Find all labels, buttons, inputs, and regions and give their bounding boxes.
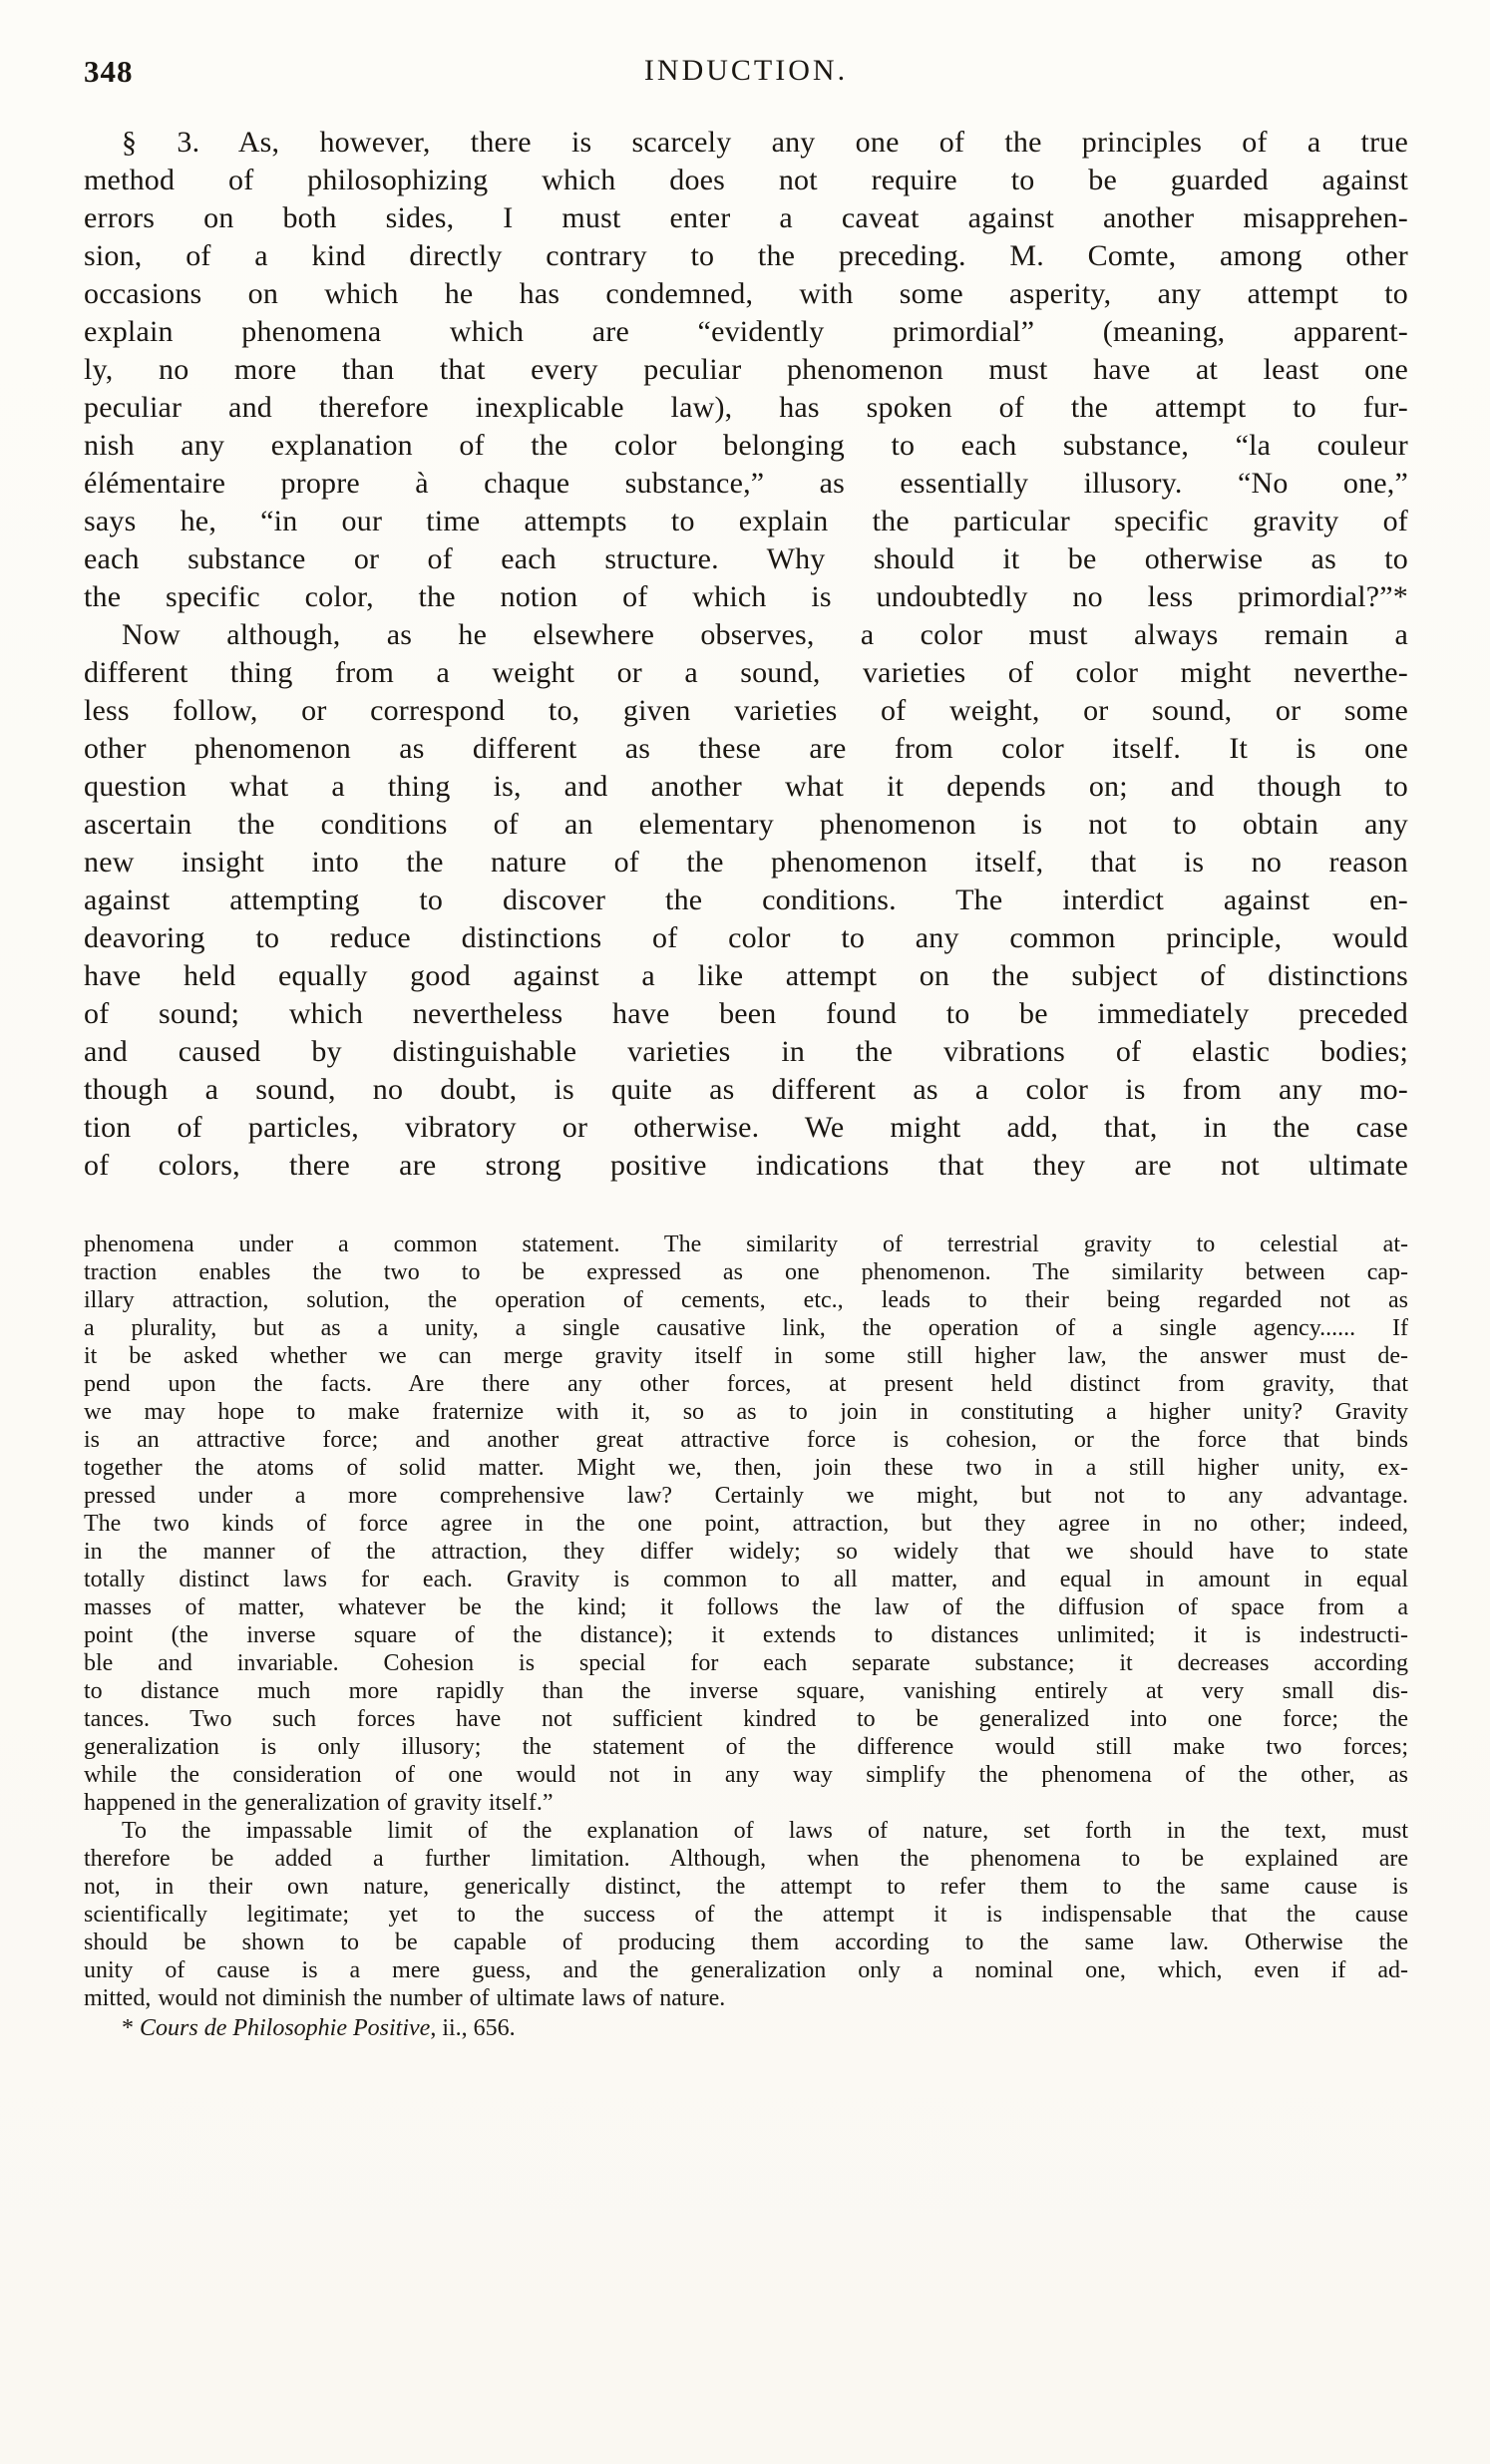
text-line: together the atoms of solid matter. Might we, then, join these two in a still higher unity, ex- [84, 1455, 1408, 1481]
text-line: illary attraction, solution, the operation of cements, etc., leads to their being regarded not as [84, 1287, 1408, 1313]
text-line: in the manner of the attraction, they differ widely; so widely that we should have to state [84, 1539, 1408, 1565]
text-line: nish any explanation of the color belonging to each substance, “la couleur [84, 429, 1408, 462]
text-line: pressed under a more comprehensive law? Certainly we might, but not to any advantage. [84, 1483, 1408, 1509]
text-line: not, in their own nature, generically distinct, the attempt to refer them to the same cause is [84, 1874, 1408, 1900]
text-line: § 3. As, however, there is scarcely any one of the principles of a true [122, 126, 1408, 159]
text-line: tances. Two such forces have not sufficient kindred to be generalized into one force; the [84, 1706, 1408, 1732]
text-line: pend upon the facts. Are there any other forces, at present held distinct from gravity, that [84, 1371, 1408, 1397]
text-line: point (the inverse square of the distance); it extends to distances unlimited; it is indestructi- [84, 1622, 1408, 1648]
page-number: 348 [84, 54, 134, 89]
running-head: INDUCTION. [643, 54, 849, 87]
text-line: the specific color, the notion of which is undoubtedly no less primordial?”* [84, 580, 1408, 613]
text-line: should be shown to be capable of producing them according to the same law. Otherwise the [84, 1930, 1408, 1955]
text-line: each substance or of each structure. Why should it be otherwise as to [84, 542, 1408, 575]
text-line: ascertain the conditions of an elementary phenomenon is not to obtain any [84, 808, 1408, 841]
text-line: a plurality, but as a unity, a single causative link, the operation of a single agency...... If [84, 1315, 1408, 1341]
text-line: other phenomenon as different as these are from color itself. It is one [84, 732, 1408, 765]
text-line: ly, no more than that every peculiar phenomenon must have at least one [84, 353, 1408, 386]
citation-locator: , ii., 656. [430, 2015, 516, 2041]
paragraph [84, 124, 1408, 616]
text-line: we may hope to make fraternize with it, so as to join in constituting a higher unity? Gravity [84, 1399, 1408, 1425]
text-line: To the impassable limit of the explanation of laws of nature, set forth in the text, must [122, 1818, 1408, 1844]
text-line: errors on both sides, I must enter a caveat against another misapprehen- [84, 201, 1408, 234]
text-line: totally distinct laws for each. Gravity is common to all matter, and equal in amount in equal [84, 1567, 1408, 1592]
text-line: new insight into the nature of the phenomenon itself, that is no reason [84, 846, 1408, 879]
text-line: different thing from a weight or a sound, varieties of color might neverthe- [84, 656, 1408, 689]
text-line: and caused by distinguishable varieties in the vibrations of elastic bodies; [84, 1035, 1408, 1068]
text-line: question what a thing is, and another what it depends on; and though to [84, 770, 1408, 803]
text-line: ble and invariable. Cohesion is special for each separate substance; it decreases according [84, 1650, 1408, 1676]
citation-work-title: Cours de Philosophie Positive [140, 2015, 431, 2041]
text-line: against attempting to discover the conditions. The interdict against en- [84, 883, 1408, 916]
text-line: it be asked whether we can merge gravity itself in some still higher law, the answer must de- [84, 1343, 1408, 1369]
text-line: masses of matter, whatever be the kind; it follows the law of the diffusion of space from a [84, 1594, 1408, 1620]
footnote-citation [84, 2014, 1408, 2042]
text-line: says he, “in our time attempts to explain the particular specific gravity of [84, 505, 1408, 537]
text-line: The two kinds of force agree in the one point, attraction, but they agree in no other; indeed, [84, 1511, 1408, 1537]
text-line: of colors, there are strong positive indications that they are not ultimate [84, 1149, 1408, 1182]
text-line: scientifically legitimate; yet to the success of the attempt it is indispensable that the cause [84, 1902, 1408, 1928]
text-line: though a sound, no doubt, is quite as different as a color is from any mo- [84, 1073, 1408, 1106]
text-line: élémentaire propre à chaque substance,” as essentially illusory. “No one,” [84, 467, 1408, 500]
text-line: unity of cause is a mere guess, and the generalization only a nominal one, which, even if ad- [84, 1957, 1408, 1983]
paragraph [84, 1231, 1408, 1817]
text-line: deavoring to reduce distinctions of color to any common principle, would [84, 921, 1408, 954]
text-line: sion, of a kind directly contrary to the preceding. M. Comte, among other [84, 239, 1408, 272]
page-header [84, 50, 1408, 94]
text-line: less follow, or correspond to, given varieties of weight, or sound, or some [84, 694, 1408, 727]
text-line: mitted, would not diminish the number of ultimate laws of nature. [84, 1985, 726, 2011]
text-line: to distance much more rapidly than the inverse square, vanishing entirely at very small dis- [84, 1678, 1408, 1704]
text-line: phenomena under a common statement. The similarity of terrestrial gravity to celestial at- [84, 1232, 1408, 1257]
text-line: peculiar and therefore inexplicable law), has spoken of the attempt to fur- [84, 391, 1408, 424]
paragraph [84, 616, 1408, 1185]
text-line: explain phenomena which are “evidently primordial” (meaning, apparent- [84, 315, 1408, 348]
text-line: occasions on which he has condemned, with some asperity, any attempt to [84, 277, 1408, 310]
text-line: generalization is only illusory; the statement of the difference would still make two forces; [84, 1734, 1408, 1760]
text-line: is an attractive force; and another great attractive force is cohesion, or the force that binds [84, 1427, 1408, 1453]
body-text [84, 124, 1408, 1185]
text-line: traction enables the two to be expressed as one phenomenon. The similarity between cap- [84, 1259, 1408, 1285]
text-line: while the consideration of one would not in any way simplify the phenomena of the other, as [84, 1762, 1408, 1788]
text-line: therefore be added a further limitation. Although, when the phenomena to be explained are [84, 1846, 1408, 1872]
text-line: tion of particles, vibratory or otherwise. We might add, that, in the case [84, 1111, 1408, 1144]
text-line: method of philosophizing which does not require to be guarded against [84, 164, 1408, 196]
paragraph [84, 1817, 1408, 2012]
citation-marker: * [122, 2015, 134, 2041]
text-line: Now although, as he elsewhere observes, a color must always remain a [122, 618, 1408, 651]
text-line: happened in the generalization of gravity itself.” [84, 1790, 554, 1816]
text-line: have held equally good against a like attempt on the subject of distinctions [84, 959, 1408, 992]
text-line: of sound; which nevertheless have been found to be immediately preceded [84, 997, 1408, 1030]
footnote-text [84, 1231, 1408, 2012]
